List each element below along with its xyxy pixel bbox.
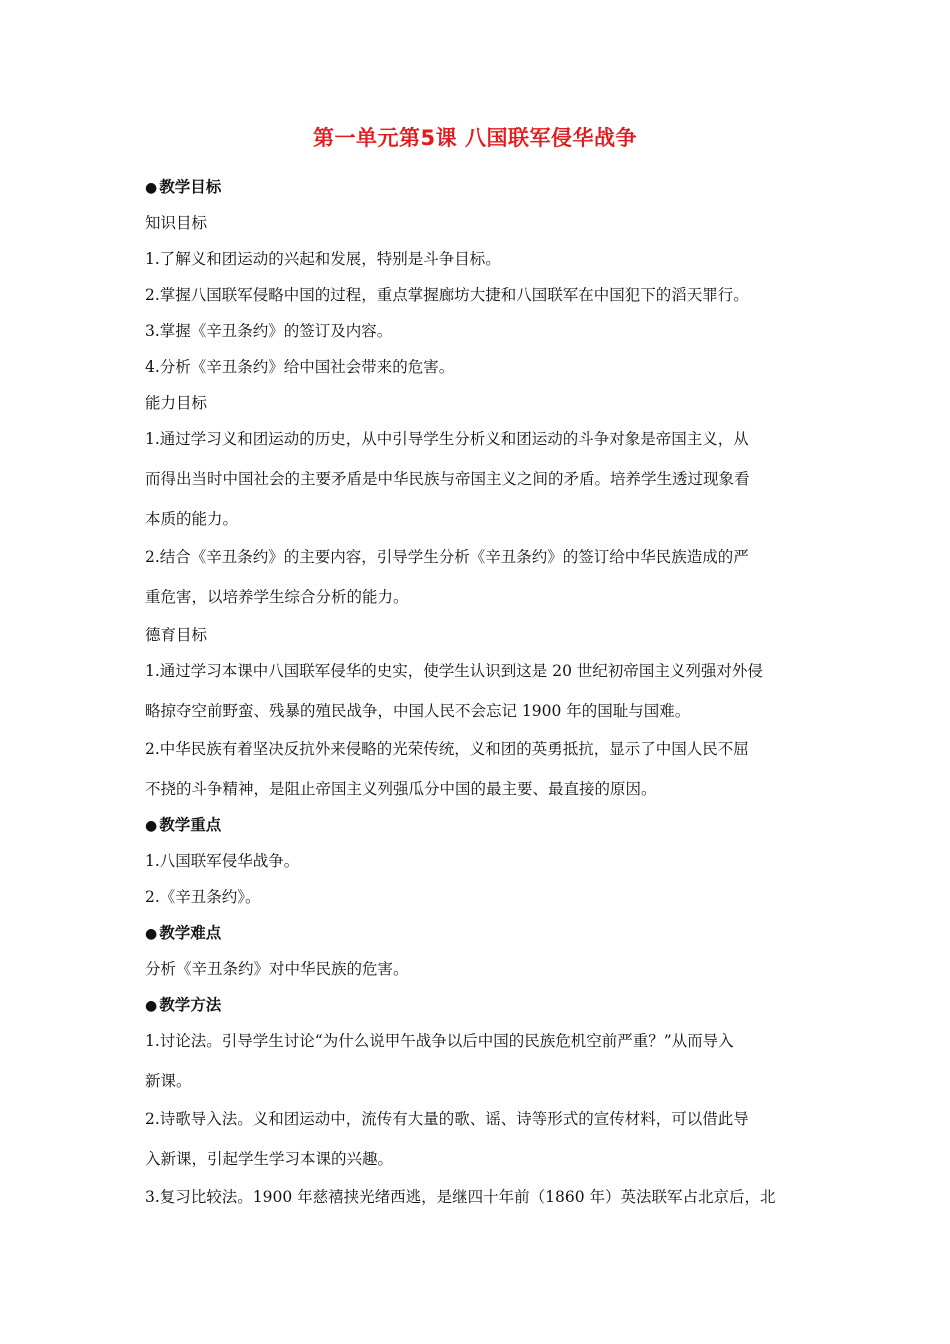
text-line: 2.掌握八国联军侵略中国的过程，重点掌握廊坊大捷和八国联军在中国犯下的滔天罪行。 xyxy=(145,286,749,304)
text-line: 2.《辛丑条约》。 xyxy=(145,888,261,906)
text-line: 略掠夺空前野蛮、残暴的殖民战争，中国人民不会忘记 1900 年的国耻与国难。 xyxy=(145,702,691,720)
text-line: 新课。 xyxy=(145,1072,192,1090)
text-line: 1.讨论法。引导学生讨论“为什么说甲午战争以后中国的民族危机空前严重？”从而导入 xyxy=(145,1032,734,1050)
subheading-ability: 能力目标 xyxy=(145,394,208,412)
bullet-icon: ● xyxy=(145,998,158,1014)
bullet-icon: ● xyxy=(145,818,158,834)
text-line: 1.通过学习本课中八国联军侵华的史实，使学生认识到这是 20 世纪初帝国主义列强对外侵 xyxy=(145,662,763,680)
text-line: 2.诗歌导入法。义和团运动中，流传有大量的歌、谣、诗等形式的宣传材料，可以借此导 xyxy=(145,1110,749,1128)
text-line: 1.八国联军侵华战争。 xyxy=(145,852,300,870)
text-line: 2.结合《辛丑条约》的主要内容，引导学生分析《辛丑条约》的签订给中华民族造成的严 xyxy=(145,548,749,566)
page-title: 第一单元第5课 八国联军侵华战争 xyxy=(313,126,637,150)
section-heading-methods: ● 教学方法 xyxy=(145,996,222,1014)
text-line: 分析《辛丑条约》对中华民族的危害。 xyxy=(145,960,409,978)
bullet-icon: ● xyxy=(145,180,158,196)
text-line: 3.掌握《辛丑条约》的签订及内容。 xyxy=(145,322,393,340)
text-line: 1.了解义和团运动的兴起和发展，特别是斗争目标。 xyxy=(145,250,501,268)
text-line: 2.中华民族有着坚决反抗外来侵略的光荣传统，义和团的英勇抵抗，显示了中国人民不屈 xyxy=(145,740,749,758)
section-heading-key-points: ● 教学重点 xyxy=(145,816,222,834)
section-heading-goals: ● 教学目标 xyxy=(145,178,222,196)
text-line: 3.复习比较法。1900 年慈禧挟光绪西逃，是继四十年前（1860 年）英法联军占北京后，北 xyxy=(145,1188,776,1206)
text-line: 入新课，引起学生学习本课的兴趣。 xyxy=(145,1150,394,1168)
text-line: 重危害，以培养学生综合分析的能力。 xyxy=(145,588,409,606)
subheading-moral: 德育目标 xyxy=(145,626,208,644)
bullet-icon: ● xyxy=(145,926,158,942)
subheading-knowledge: 知识目标 xyxy=(145,214,208,232)
text-line: 而得出当时中国社会的主要矛盾是中华民族与帝国主义之间的矛盾。培养学生透过现象看 xyxy=(145,470,750,488)
section-heading-difficulty: ● 教学难点 xyxy=(145,924,222,942)
text-line: 1.通过学习义和团运动的历史，从中引导学生分析义和团运动的斗争对象是帝国主义，从 xyxy=(145,430,749,448)
text-line: 4.分析《辛丑条约》给中国社会带来的危害。 xyxy=(145,358,455,376)
text-line: 本质的能力。 xyxy=(145,510,239,528)
text-line: 不挠的斗争精神，是阻止帝国主义列强瓜分中国的最主要、最直接的原因。 xyxy=(145,780,657,798)
